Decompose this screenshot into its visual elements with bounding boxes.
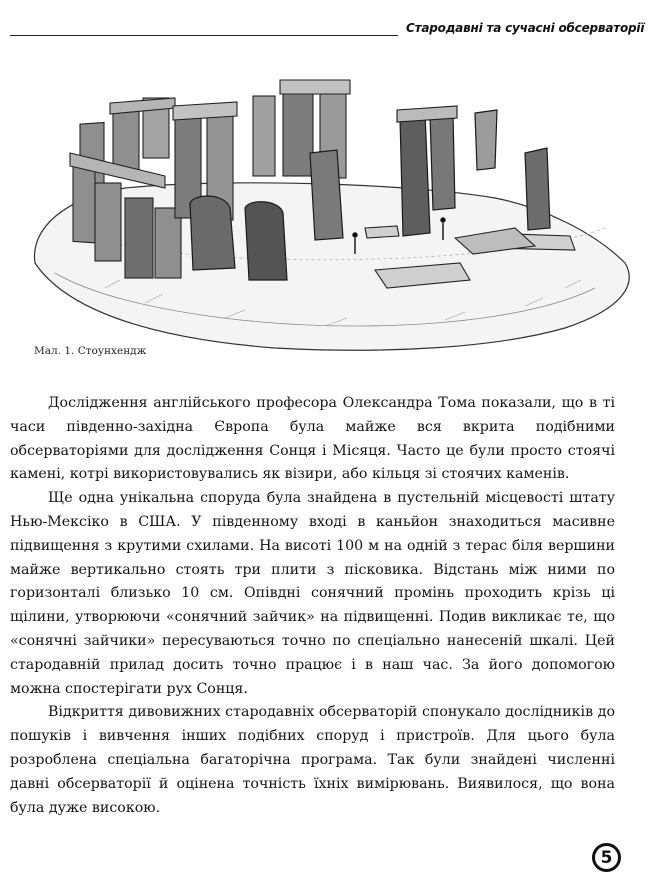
header-rule bbox=[10, 35, 398, 36]
paragraph: Дослідження англійського професора Олександра Тома показали, що в ті часи південно-західна Європа була майже вся вкрита подібними обсерваторіями для дослідження Сонця і Місяця. Часто це були просто стоячі камені, котрі використовувались як візири, або кільця зі стоячих каменів. bbox=[10, 395, 615, 483]
stonehenge-illustration bbox=[25, 58, 637, 358]
paragraph: Відкриття дивовижних стародавніх обсерваторій спонукало дослідників до пошуків і вивчення інших подібних споруд і пристроїв. Для цього була розроблена спеціальна багаторічна програма. Так були знайдені численні давні обсерваторії й оцінена точність їхніх вимірювань. Виявилося, що вона була дуже високою. bbox=[10, 704, 615, 816]
running-header: Стародавні та сучасні обсерваторії bbox=[406, 21, 645, 35]
page-number: 5 bbox=[592, 843, 621, 872]
figure-caption: Мал. 1. Стоунхендж bbox=[34, 345, 147, 357]
paragraph: Ще одна унікальна споруда була знайдена в пустельній місцевості штату Нью-Мексіко в США. У південному вході в каньйон знаходиться масивне підвищення з крутими схилами. На висоті 100 м на одній з терас біля вершини майже вертикально стоять три плити з пісковика. Відстань між ними по горизонталі близько 10 см. Опівдні сонячний промінь проходить крізь ці щілини, утворюючи «сонячний зайчик» на підвищенні. Подив викликає те, що «сонячні зайчики» пересуваються точно по спеціально нанесеній шкалі. Цей стародавній прилад досить точно працює і в наш час. За його допомогою можна спостерігати рух Сонця. bbox=[10, 490, 615, 697]
article-body bbox=[10, 392, 615, 820]
